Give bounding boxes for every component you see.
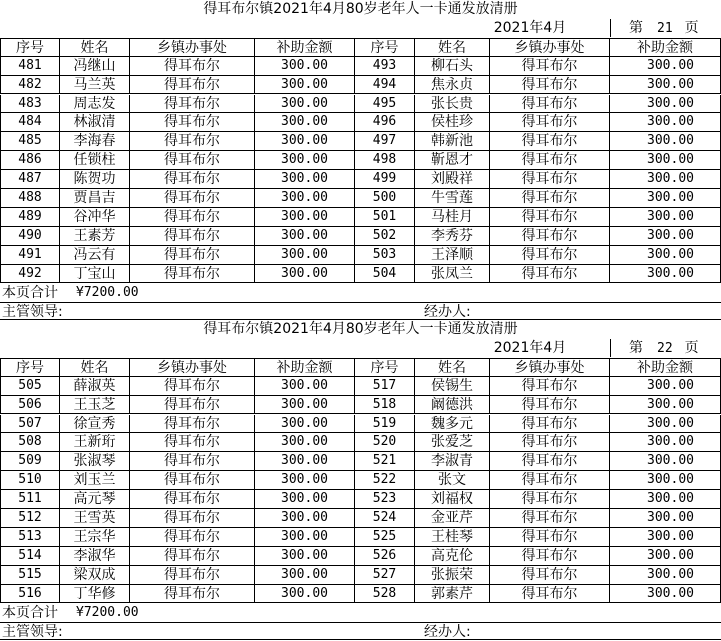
cell-amount[interactable]: 300.00 (255, 170, 355, 189)
cell-seq[interactable]: 481 (0, 57, 60, 76)
table-row (0, 509, 721, 527)
cell-name[interactable]: 李淑青 (415, 452, 490, 471)
cell-seq[interactable]: 490 (0, 227, 60, 246)
cell-seq[interactable]: 489 (0, 208, 60, 227)
cell-name[interactable]: 侯锡生 (415, 377, 490, 396)
cell-name[interactable]: 刘殿祥 (415, 170, 490, 189)
cell-name[interactable]: 金亚芹 (415, 509, 490, 528)
cell-seq[interactable]: 502 (355, 227, 415, 246)
cell-seq[interactable]: 514 (0, 547, 60, 566)
cell-amount[interactable]: 300.00 (610, 95, 721, 114)
header-town[interactable]: 乡镇办事处 (490, 38, 610, 57)
header-name[interactable]: 姓名 (415, 38, 490, 57)
cell-town[interactable]: 得耳布尔 (490, 585, 610, 604)
cell-town[interactable]: 得耳布尔 (130, 415, 255, 434)
cell-seq[interactable]: 496 (355, 113, 415, 132)
cell-amount[interactable]: 300.00 (610, 113, 721, 132)
cell-town[interactable]: 得耳布尔 (130, 151, 255, 170)
cell-seq[interactable]: 488 (0, 189, 60, 208)
cell-amount[interactable]: 300.00 (255, 547, 355, 566)
cell-town[interactable]: 得耳布尔 (490, 471, 610, 490)
report-date[interactable]: 2021年4月 (493, 19, 567, 36)
cell-amount[interactable]: 300.00 (255, 509, 355, 528)
table-row (0, 415, 721, 433)
page-indicator[interactable] (610, 19, 721, 37)
cell-town[interactable]: 得耳布尔 (490, 547, 610, 566)
cell-town[interactable]: 得耳布尔 (130, 396, 255, 415)
cell-town[interactable]: 得耳布尔 (490, 433, 610, 452)
header-amount[interactable]: 补助金额 (610, 38, 721, 57)
cell-name[interactable]: 张振荣 (415, 566, 490, 585)
cell-name[interactable]: 张淑琴 (60, 452, 130, 471)
table-row (0, 95, 721, 113)
cell-amount[interactable]: 300.00 (255, 189, 355, 208)
cell-amount[interactable]: 300.00 (255, 246, 355, 265)
signature-row (0, 622, 721, 640)
cell-name[interactable]: 徐宣秀 (60, 415, 130, 434)
cell-seq[interactable]: 525 (355, 528, 415, 547)
cell-town[interactable]: 得耳布尔 (130, 95, 255, 114)
header-seq[interactable]: 序号 (0, 38, 60, 57)
header-name[interactable]: 姓名 (415, 358, 490, 377)
cell-seq[interactable]: 511 (0, 490, 60, 509)
sheet-title[interactable]: 得耳布尔镇2021年4月80岁老年人一卡通发放清册 (203, 321, 518, 337)
cell-town[interactable]: 得耳布尔 (490, 151, 610, 170)
cell-seq[interactable]: 497 (355, 132, 415, 151)
cell-seq[interactable]: 503 (355, 246, 415, 265)
cell-seq[interactable]: 519 (355, 415, 415, 434)
cell-name[interactable]: 王素芳 (60, 227, 130, 246)
page-suffix: 页 (684, 19, 699, 36)
page-indicator[interactable] (610, 339, 721, 357)
cell-seq[interactable]: 527 (355, 566, 415, 585)
table-row (0, 566, 721, 584)
cell-name[interactable]: 柳石头 (415, 57, 490, 76)
cell-town[interactable]: 得耳布尔 (490, 170, 610, 189)
cell-town[interactable]: 得耳布尔 (490, 95, 610, 114)
cell-town[interactable]: 得耳布尔 (490, 566, 610, 585)
cell-town[interactable]: 得耳布尔 (130, 547, 255, 566)
cell-amount[interactable]: 300.00 (610, 246, 721, 265)
cell-name[interactable]: 魏多元 (415, 415, 490, 434)
cell-town[interactable]: 得耳布尔 (490, 415, 610, 434)
cell-amount[interactable]: 300.00 (255, 113, 355, 132)
cell-seq[interactable]: 528 (355, 585, 415, 604)
cell-seq[interactable]: 495 (355, 95, 415, 114)
cell-name[interactable]: 马桂月 (415, 208, 490, 227)
cell-town[interactable]: 得耳布尔 (130, 132, 255, 151)
table-row (0, 246, 721, 264)
cell-amount[interactable]: 300.00 (610, 547, 721, 566)
cell-amount[interactable]: 300.00 (255, 208, 355, 227)
table-row (0, 396, 721, 414)
cell-name[interactable]: 王雪英 (60, 509, 130, 528)
cell-town[interactable]: 得耳布尔 (490, 452, 610, 471)
cell-name[interactable]: 王桂琴 (415, 528, 490, 547)
cell-name[interactable]: 郭素芹 (415, 585, 490, 604)
cell-town[interactable]: 得耳布尔 (130, 585, 255, 604)
cell-amount[interactable]: 300.00 (255, 490, 355, 509)
header-town[interactable]: 乡镇办事处 (130, 38, 255, 57)
cell-seq[interactable]: 485 (0, 132, 60, 151)
table-row (0, 377, 721, 395)
cell-amount[interactable]: 300.00 (255, 151, 355, 170)
cell-seq[interactable]: 486 (0, 151, 60, 170)
cell-town[interactable]: 得耳布尔 (130, 227, 255, 246)
cell-name[interactable]: 张长贵 (415, 95, 490, 114)
handler-label[interactable]: 经办人: (424, 304, 471, 321)
cell-amount[interactable]: 300.00 (255, 585, 355, 604)
page-number: 21 (657, 20, 673, 36)
cell-amount[interactable]: 300.00 (255, 528, 355, 547)
table-row (0, 113, 721, 131)
cell-seq[interactable]: 491 (0, 246, 60, 265)
cell-amount[interactable]: 300.00 (255, 415, 355, 434)
table-row (0, 189, 721, 207)
cell-town[interactable]: 得耳布尔 (130, 170, 255, 189)
table-row (0, 433, 721, 451)
table-row (0, 227, 721, 245)
cell-amount[interactable]: 300.00 (255, 471, 355, 490)
cell-town[interactable]: 得耳布尔 (130, 509, 255, 528)
cell-amount[interactable]: 300.00 (610, 452, 721, 471)
cell-name[interactable]: 丁华修 (60, 585, 130, 604)
cell-seq[interactable]: 507 (0, 415, 60, 434)
cell-name[interactable]: 李秀芬 (415, 227, 490, 246)
cell-town[interactable]: 得耳布尔 (490, 265, 610, 284)
page-total-label[interactable]: 本页合计 (2, 284, 58, 301)
cell-seq[interactable]: 522 (355, 471, 415, 490)
cell-name[interactable]: 冯继山 (60, 57, 130, 76)
header-town[interactable]: 乡镇办事处 (130, 358, 255, 377)
cell-amount[interactable]: 300.00 (610, 396, 721, 415)
cell-amount[interactable]: 300.00 (255, 566, 355, 585)
handler-label[interactable]: 经办人: (424, 624, 471, 641)
cell-name[interactable]: 韩新池 (415, 132, 490, 151)
table-row (0, 490, 721, 508)
cell-seq[interactable]: 510 (0, 471, 60, 490)
cell-town[interactable]: 得耳布尔 (490, 208, 610, 227)
cell-amount[interactable]: 300.00 (610, 415, 721, 434)
cell-name[interactable]: 张爱芝 (415, 433, 490, 452)
table-row (0, 170, 721, 188)
cell-name[interactable]: 张文 (415, 471, 490, 490)
cell-town[interactable]: 得耳布尔 (490, 396, 610, 415)
cell-town[interactable]: 得耳布尔 (490, 189, 610, 208)
cell-amount[interactable]: 300.00 (255, 265, 355, 284)
cell-name[interactable]: 薛淑英 (60, 377, 130, 396)
cell-town[interactable]: 得耳布尔 (490, 246, 610, 265)
cell-seq[interactable]: 493 (355, 57, 415, 76)
cell-seq[interactable]: 520 (355, 433, 415, 452)
header-name[interactable]: 姓名 (60, 38, 130, 57)
cell-town[interactable]: 得耳布尔 (130, 113, 255, 132)
cell-seq[interactable]: 512 (0, 509, 60, 528)
table-row (0, 57, 721, 75)
cell-seq[interactable]: 509 (0, 452, 60, 471)
cell-name[interactable]: 王玉芝 (60, 396, 130, 415)
cell-amount[interactable]: 300.00 (610, 265, 721, 284)
table-row (0, 452, 721, 470)
cell-name[interactable]: 高克伦 (415, 547, 490, 566)
page-prefix: 第 (629, 339, 643, 356)
cell-name[interactable]: 阚德洪 (415, 396, 490, 415)
header-town[interactable]: 乡镇办事处 (490, 358, 610, 377)
sheet-title-row (0, 320, 721, 338)
cell-town[interactable]: 得耳布尔 (130, 208, 255, 227)
table-row (0, 132, 721, 150)
cell-town[interactable]: 得耳布尔 (130, 57, 255, 76)
table-header-row (0, 38, 721, 56)
cell-town[interactable]: 得耳布尔 (130, 433, 255, 452)
cell-amount[interactable]: 300.00 (255, 132, 355, 151)
cell-town[interactable]: 得耳布尔 (130, 471, 255, 490)
cell-seq[interactable]: 492 (0, 265, 60, 284)
cell-seq[interactable]: 487 (0, 170, 60, 189)
cell-amount[interactable]: 300.00 (255, 377, 355, 396)
cell-amount[interactable]: 300.00 (255, 396, 355, 415)
cell-amount[interactable]: 300.00 (610, 528, 721, 547)
cell-name[interactable]: 李海春 (60, 132, 130, 151)
cell-name[interactable]: 刘玉兰 (60, 471, 130, 490)
cell-town[interactable]: 得耳布尔 (130, 265, 255, 284)
header-amount[interactable]: 补助金额 (255, 358, 355, 377)
cell-seq[interactable]: 483 (0, 95, 60, 114)
cell-town[interactable]: 得耳布尔 (490, 76, 610, 95)
cell-name[interactable]: 王宗华 (60, 528, 130, 547)
cell-amount[interactable]: 300.00 (610, 509, 721, 528)
cell-amount[interactable]: 300.00 (255, 452, 355, 471)
page-suffix: 页 (684, 339, 699, 356)
cell-seq[interactable]: 506 (0, 396, 60, 415)
cell-amount[interactable]: 300.00 (610, 57, 721, 76)
cell-seq[interactable]: 515 (0, 566, 60, 585)
cell-name[interactable]: 靳恩才 (415, 151, 490, 170)
table-row (0, 151, 721, 169)
cell-name[interactable]: 贾昌吉 (60, 189, 130, 208)
cell-amount[interactable]: 300.00 (255, 57, 355, 76)
cell-amount[interactable]: 300.00 (610, 170, 721, 189)
table-header-row (0, 358, 721, 376)
table-row (0, 76, 721, 94)
cell-amount[interactable]: 300.00 (610, 208, 721, 227)
cell-amount[interactable]: 300.00 (610, 566, 721, 585)
cell-amount[interactable]: 300.00 (610, 76, 721, 95)
cell-name[interactable]: 高元琴 (60, 490, 130, 509)
cell-name[interactable]: 刘福权 (415, 490, 490, 509)
cell-town[interactable]: 得耳布尔 (490, 227, 610, 246)
cell-name[interactable]: 谷冲华 (60, 208, 130, 227)
signature-row (0, 302, 721, 320)
cell-town[interactable]: 得耳布尔 (490, 528, 610, 547)
page-prefix: 第 (629, 19, 643, 36)
cell-seq[interactable]: 498 (355, 151, 415, 170)
cell-name[interactable]: 马兰英 (60, 76, 130, 95)
header-seq[interactable]: 序号 (0, 358, 60, 377)
header-amount[interactable]: 补助金额 (610, 358, 721, 377)
cell-seq[interactable]: 508 (0, 433, 60, 452)
header-amount[interactable]: 补助金额 (255, 38, 355, 57)
cell-amount[interactable]: 300.00 (255, 95, 355, 114)
cell-name[interactable]: 侯桂珍 (415, 113, 490, 132)
report-date[interactable]: 2021年4月 (493, 339, 567, 356)
cell-amount[interactable]: 300.00 (610, 471, 721, 490)
cell-name[interactable]: 王新珩 (60, 433, 130, 452)
cell-town[interactable]: 得耳布尔 (130, 528, 255, 547)
page-total-row (0, 284, 721, 302)
cell-seq[interactable]: 524 (355, 509, 415, 528)
cell-amount[interactable]: 300.00 (610, 433, 721, 452)
page-number: 22 (657, 340, 673, 356)
cell-town[interactable]: 得耳布尔 (490, 57, 610, 76)
sheet-title[interactable]: 得耳布尔镇2021年4月80岁老年人一卡通发放清册 (203, 1, 518, 17)
cell-town[interactable]: 得耳布尔 (130, 377, 255, 396)
cell-name[interactable]: 陈贺功 (60, 170, 130, 189)
cell-amount[interactable]: 300.00 (610, 151, 721, 170)
cell-name[interactable]: 任锁柱 (60, 151, 130, 170)
cell-name[interactable]: 王泽顺 (415, 246, 490, 265)
table-row (0, 528, 721, 546)
cell-name[interactable]: 牛雪莲 (415, 189, 490, 208)
cell-seq[interactable]: 505 (0, 377, 60, 396)
supervisor-label[interactable]: 主管领导: (2, 304, 63, 321)
cell-amount[interactable]: 300.00 (610, 377, 721, 396)
cell-amount[interactable]: 300.00 (610, 132, 721, 151)
header-seq[interactable]: 序号 (355, 38, 415, 57)
cell-name[interactable]: 丁宝山 (60, 265, 130, 284)
cell-town[interactable]: 得耳布尔 (130, 490, 255, 509)
cell-name[interactable]: 周志发 (60, 95, 130, 114)
cell-seq[interactable]: 517 (355, 377, 415, 396)
page-total-label[interactable]: 本页合计 (2, 604, 58, 621)
date-page-row (0, 339, 721, 357)
cell-town[interactable]: 得耳布尔 (130, 452, 255, 471)
cell-seq[interactable]: 499 (355, 170, 415, 189)
header-seq[interactable]: 序号 (355, 358, 415, 377)
cell-town[interactable]: 得耳布尔 (490, 113, 610, 132)
page-total-row (0, 604, 721, 622)
table-row (0, 547, 721, 565)
cell-town[interactable]: 得耳布尔 (130, 189, 255, 208)
cell-name[interactable]: 梁双成 (60, 566, 130, 585)
cell-amount[interactable]: 300.00 (610, 189, 721, 208)
cell-seq[interactable]: 494 (355, 76, 415, 95)
cell-amount[interactable]: 300.00 (610, 585, 721, 604)
cell-name[interactable]: 冯云有 (60, 246, 130, 265)
page-total-value[interactable]: ¥7200.00 (76, 284, 139, 300)
cell-seq[interactable]: 484 (0, 113, 60, 132)
cell-seq[interactable]: 526 (355, 547, 415, 566)
cell-seq[interactable]: 513 (0, 528, 60, 547)
cell-name[interactable]: 李淑华 (60, 547, 130, 566)
cell-town[interactable]: 得耳布尔 (490, 490, 610, 509)
cell-town[interactable]: 得耳布尔 (490, 377, 610, 396)
cell-amount[interactable]: 300.00 (255, 433, 355, 452)
table-row (0, 265, 721, 283)
table-row (0, 471, 721, 489)
cell-name[interactable]: 张凤兰 (415, 265, 490, 284)
cell-seq[interactable]: 482 (0, 76, 60, 95)
cell-amount[interactable]: 300.00 (610, 227, 721, 246)
sheet-title-row (0, 0, 721, 18)
cell-name[interactable]: 焦永贞 (415, 76, 490, 95)
cell-seq[interactable]: 521 (355, 452, 415, 471)
cell-seq[interactable]: 516 (0, 585, 60, 604)
table-row (0, 208, 721, 226)
cell-amount[interactable]: 300.00 (610, 490, 721, 509)
page-total-value[interactable]: ¥7200.00 (76, 604, 139, 620)
cell-seq[interactable]: 523 (355, 490, 415, 509)
cell-seq[interactable]: 500 (355, 189, 415, 208)
cell-seq[interactable]: 501 (355, 208, 415, 227)
cell-town[interactable]: 得耳布尔 (130, 566, 255, 585)
table-row (0, 585, 721, 603)
cell-town[interactable]: 得耳布尔 (130, 76, 255, 95)
cell-town[interactable]: 得耳布尔 (130, 246, 255, 265)
cell-seq[interactable]: 518 (355, 396, 415, 415)
cell-town[interactable]: 得耳布尔 (490, 509, 610, 528)
supervisor-label[interactable]: 主管领导: (2, 624, 63, 641)
header-name[interactable]: 姓名 (60, 358, 130, 377)
cell-amount[interactable]: 300.00 (255, 76, 355, 95)
cell-amount[interactable]: 300.00 (255, 227, 355, 246)
cell-town[interactable]: 得耳布尔 (490, 132, 610, 151)
cell-seq[interactable]: 504 (355, 265, 415, 284)
date-page-row (0, 19, 721, 37)
cell-name[interactable]: 林淑清 (60, 113, 130, 132)
